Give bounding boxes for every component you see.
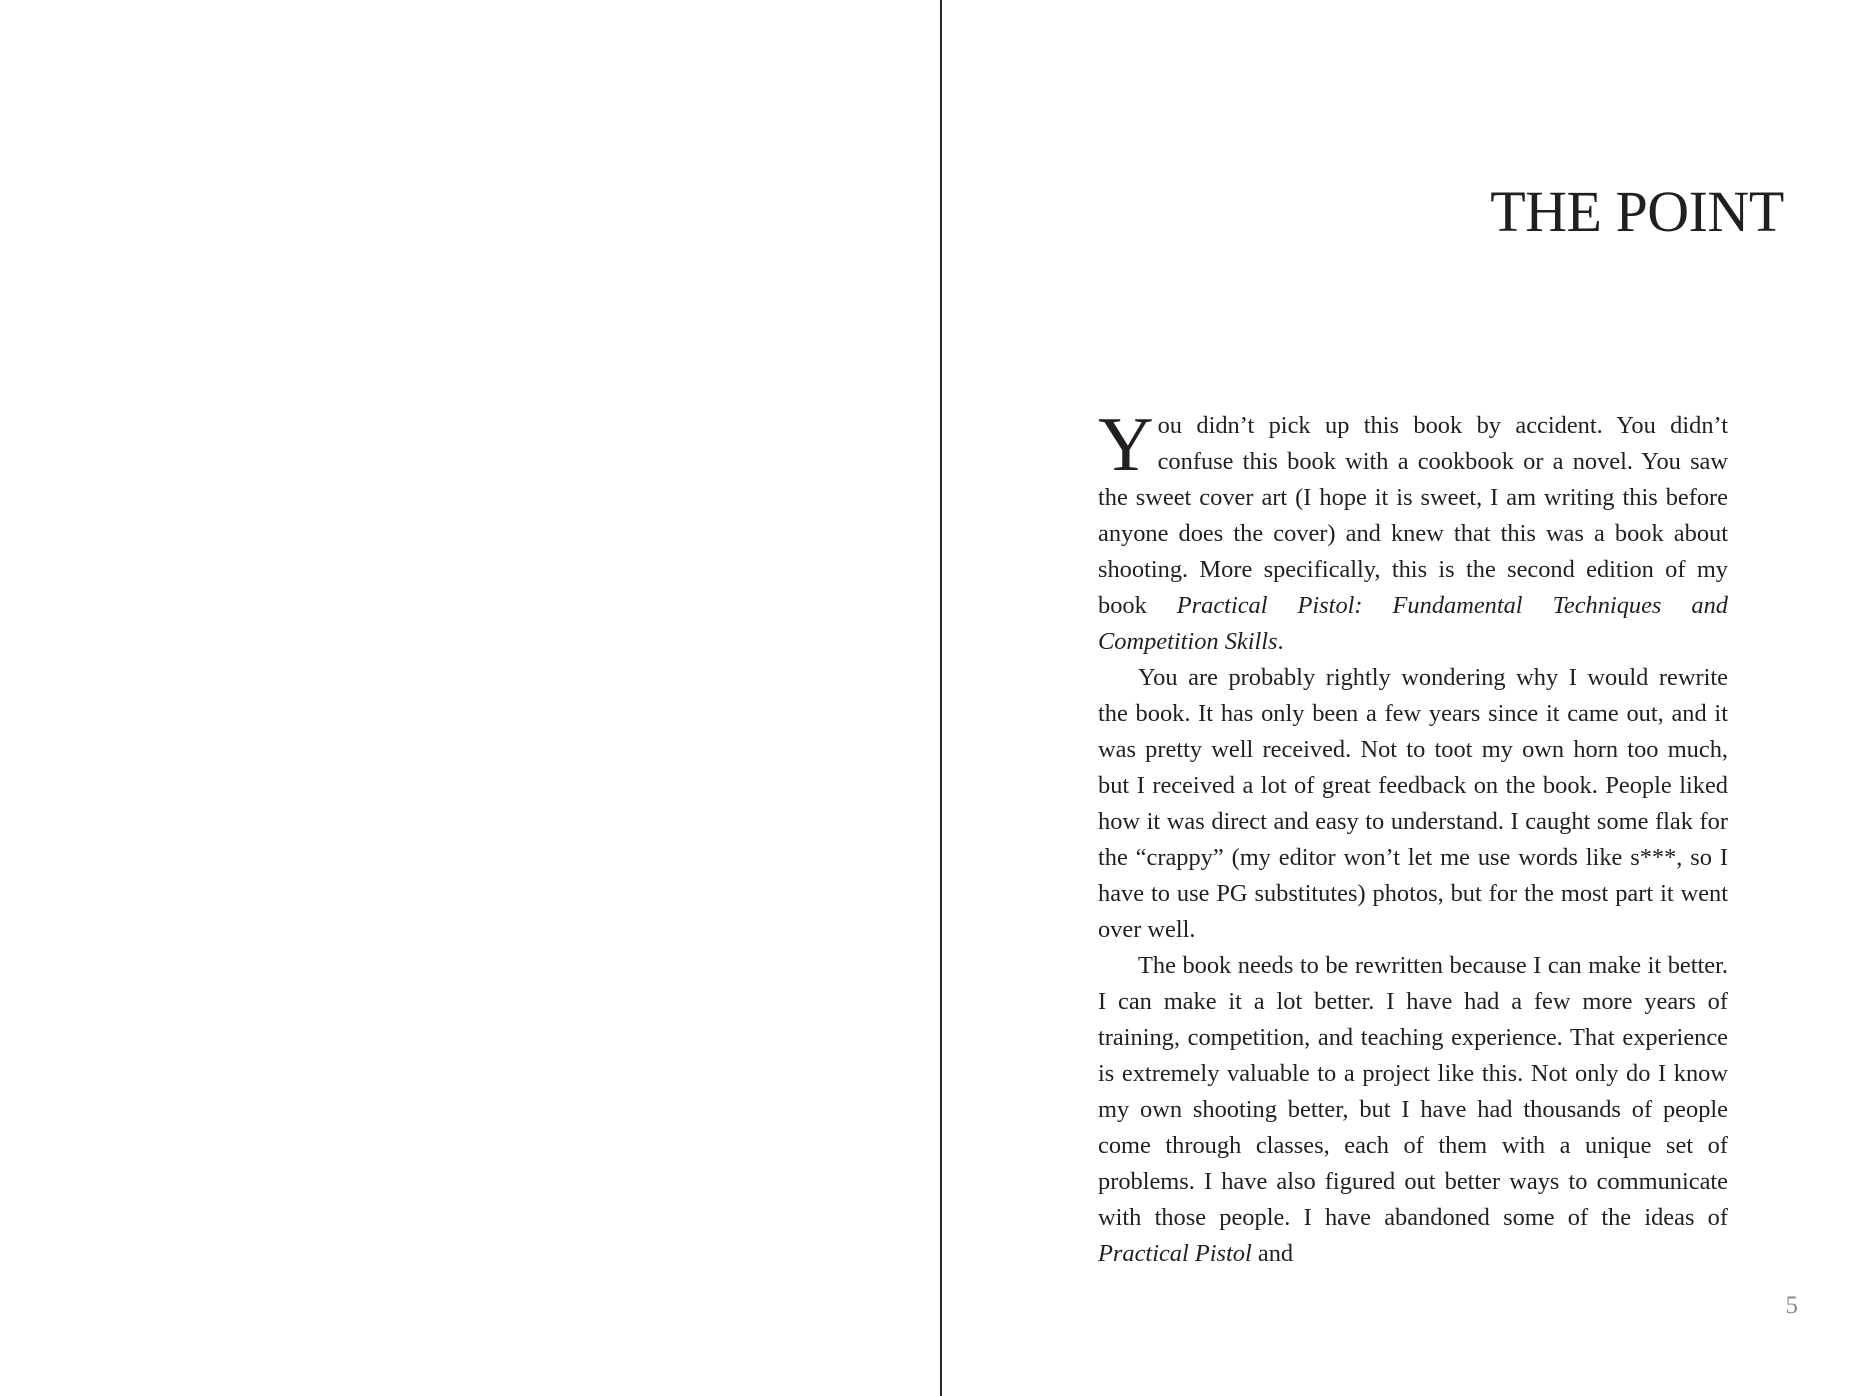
book-title-italic: Practical Pistol bbox=[1098, 1240, 1252, 1267]
book-title-italic: Practical Pistol: Fundamental Techniques and Competition Skills bbox=[1098, 592, 1728, 655]
page-number: 5 bbox=[1785, 1292, 1798, 1319]
paragraph-1-text: ou didn’t pick up this book by accident. You didn’t confuse this book with a cookbook or a novel. You saw the sweet cover art (I hope it is sweet, I am writing this before anyone does the cover) and knew that this was a book about shooting. More specifically, this is the second edition of my book bbox=[1098, 412, 1728, 619]
drop-cap: Y bbox=[1098, 401, 1154, 487]
body-text bbox=[1098, 401, 1728, 1272]
paragraph-1-end: . bbox=[1277, 628, 1284, 655]
right-page bbox=[942, 0, 1862, 1396]
paragraph-2: You are probably rightly wondering why I would rewrite the book. It has only been a few years since it came out, and it was pretty well received. Not to toot my own horn too much, but I received a lot of great feedback on the book. People liked how it was direct and easy to understand. I caught some flak for the “crappy” (my editor won’t let me use words like s***, so I have to use PG substitutes) photos, but for the most part it went over well. bbox=[1098, 664, 1728, 943]
paragraph-3-text: The book needs to be rewritten because I can make it better. I can make it a lot better. I have had a few more years of training, competition, and teaching experience. That experience is extremely valuable to a project like this. Not only do I know my own shooting better, but I have had thousands of people come through classes, each of them with a unique set of problems. I have also figured out better ways to communicate with those people. I have abandoned some of the ideas of bbox=[1098, 952, 1728, 1231]
paragraph-3 bbox=[1098, 948, 1728, 1272]
paragraph-3-end: and bbox=[1251, 1240, 1294, 1267]
chapter-title: THE POINT bbox=[1490, 179, 1784, 244]
paragraph-1 bbox=[1098, 401, 1728, 660]
